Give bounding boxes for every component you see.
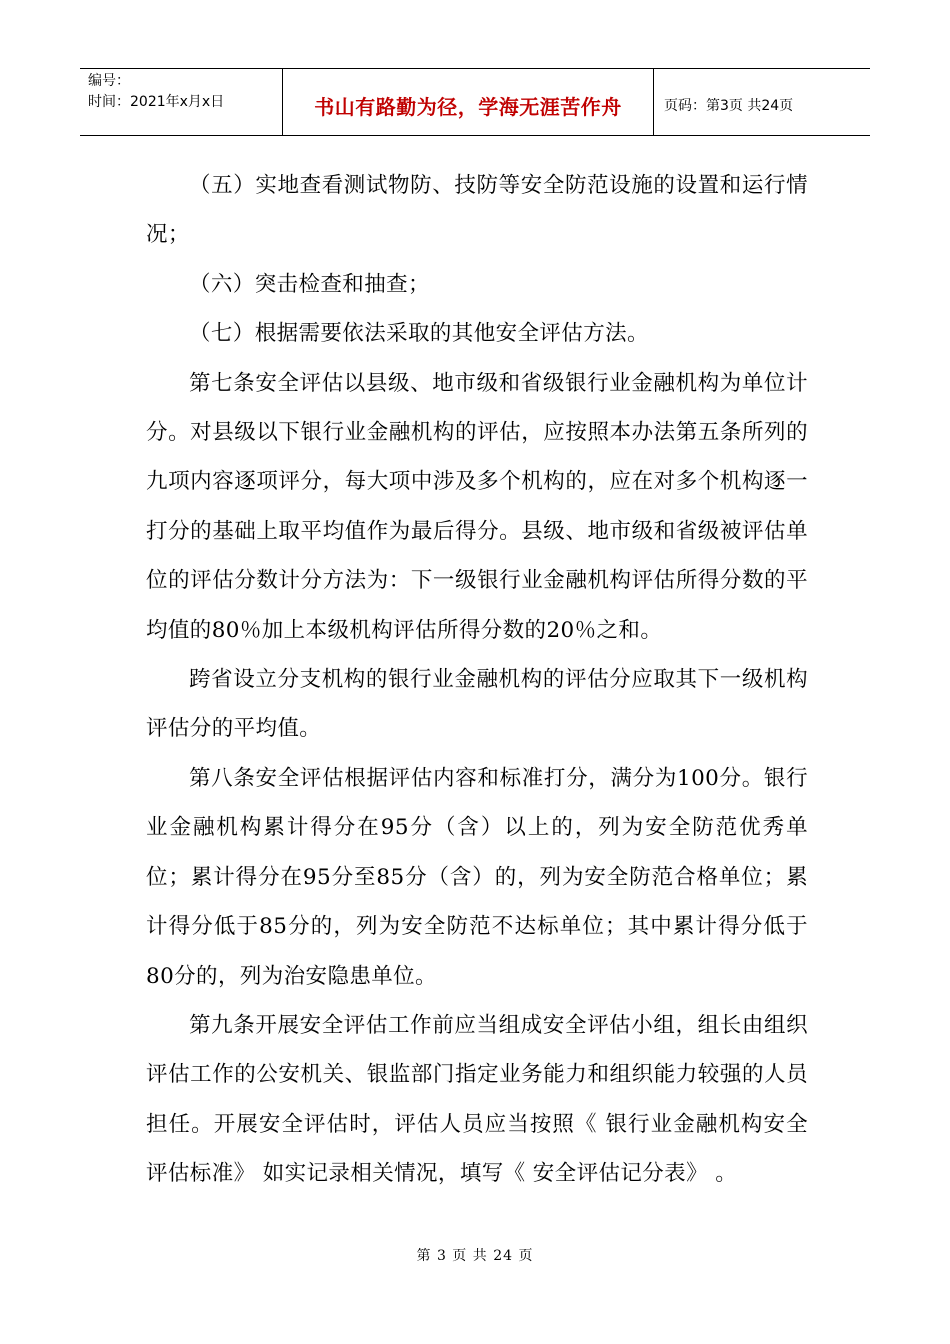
paragraph: 第八条安全评估根据评估内容和标准打分，满分为100分。银行业金融机构累计得分在95分（含）以上的，列为安全防范优秀单位；累计得分在95分至85分（含）的，列为安全防范合格单位；累计得分低于85分的，列为安全防范不达标单位；其中累计得分低于80分的，列为治安隐患单位。 (146, 765, 808, 989)
paragraph: （七）根据需要依法采取的其他安全评估方法。 (189, 321, 649, 347)
footer-page-number: 第 3 页 共 24 页 (416, 1248, 534, 1264)
document-body (146, 161, 808, 1199)
document-number-label: 编号： (88, 73, 130, 89)
document-time-label: 时间：2021年x月x日 (88, 94, 225, 110)
paragraph: 第七条安全评估以县级、地市级和省级银行业金融机构为单位计分。对县级以下银行业金融机构的评估，应按照本办法第五条所列的九项内容逐项评分，每大项中涉及多个机构的，应在对多个机构逐一打分的基础上取平均值作为最后得分。县级、地市级和省级被评估单位的评估分数计分方法为：下一级银行业金融机构评估所得分数的平均值的80％加上本级机构评估所得分数的20％之和。 (146, 370, 808, 643)
page-header (80, 68, 870, 136)
header-page-cell (654, 69, 870, 135)
paragraph: 跨省设立分支机构的银行业金融机构的评估分应取其下一级机构评估分的平均值。 (146, 667, 808, 742)
header-meta (80, 69, 282, 135)
paragraph: 第九条开展安全评估工作前应当组成安全评估小组，组长由组织评估工作的公安机关、银监部门指定业务能力和组织能力较强的人员担任。开展安全评估时，评估人员应当按照《 银行业金融机构安全评估标准》 如实记录相关情况，填写《 安全评估记分表》 。 (146, 1012, 808, 1187)
header-motto: 书山有路勤为径，学海无涯苦作舟 (314, 94, 622, 119)
header-motto-cell (282, 69, 654, 135)
paragraph: （六）突击检查和抽查； (189, 271, 430, 297)
paragraph: （五）实地查看测试物防、技防等安全防范设施的设置和运行情况； (146, 173, 808, 248)
header-page-info: 页码：第3页 共24页 (664, 98, 794, 114)
page-footer (0, 1245, 950, 1265)
